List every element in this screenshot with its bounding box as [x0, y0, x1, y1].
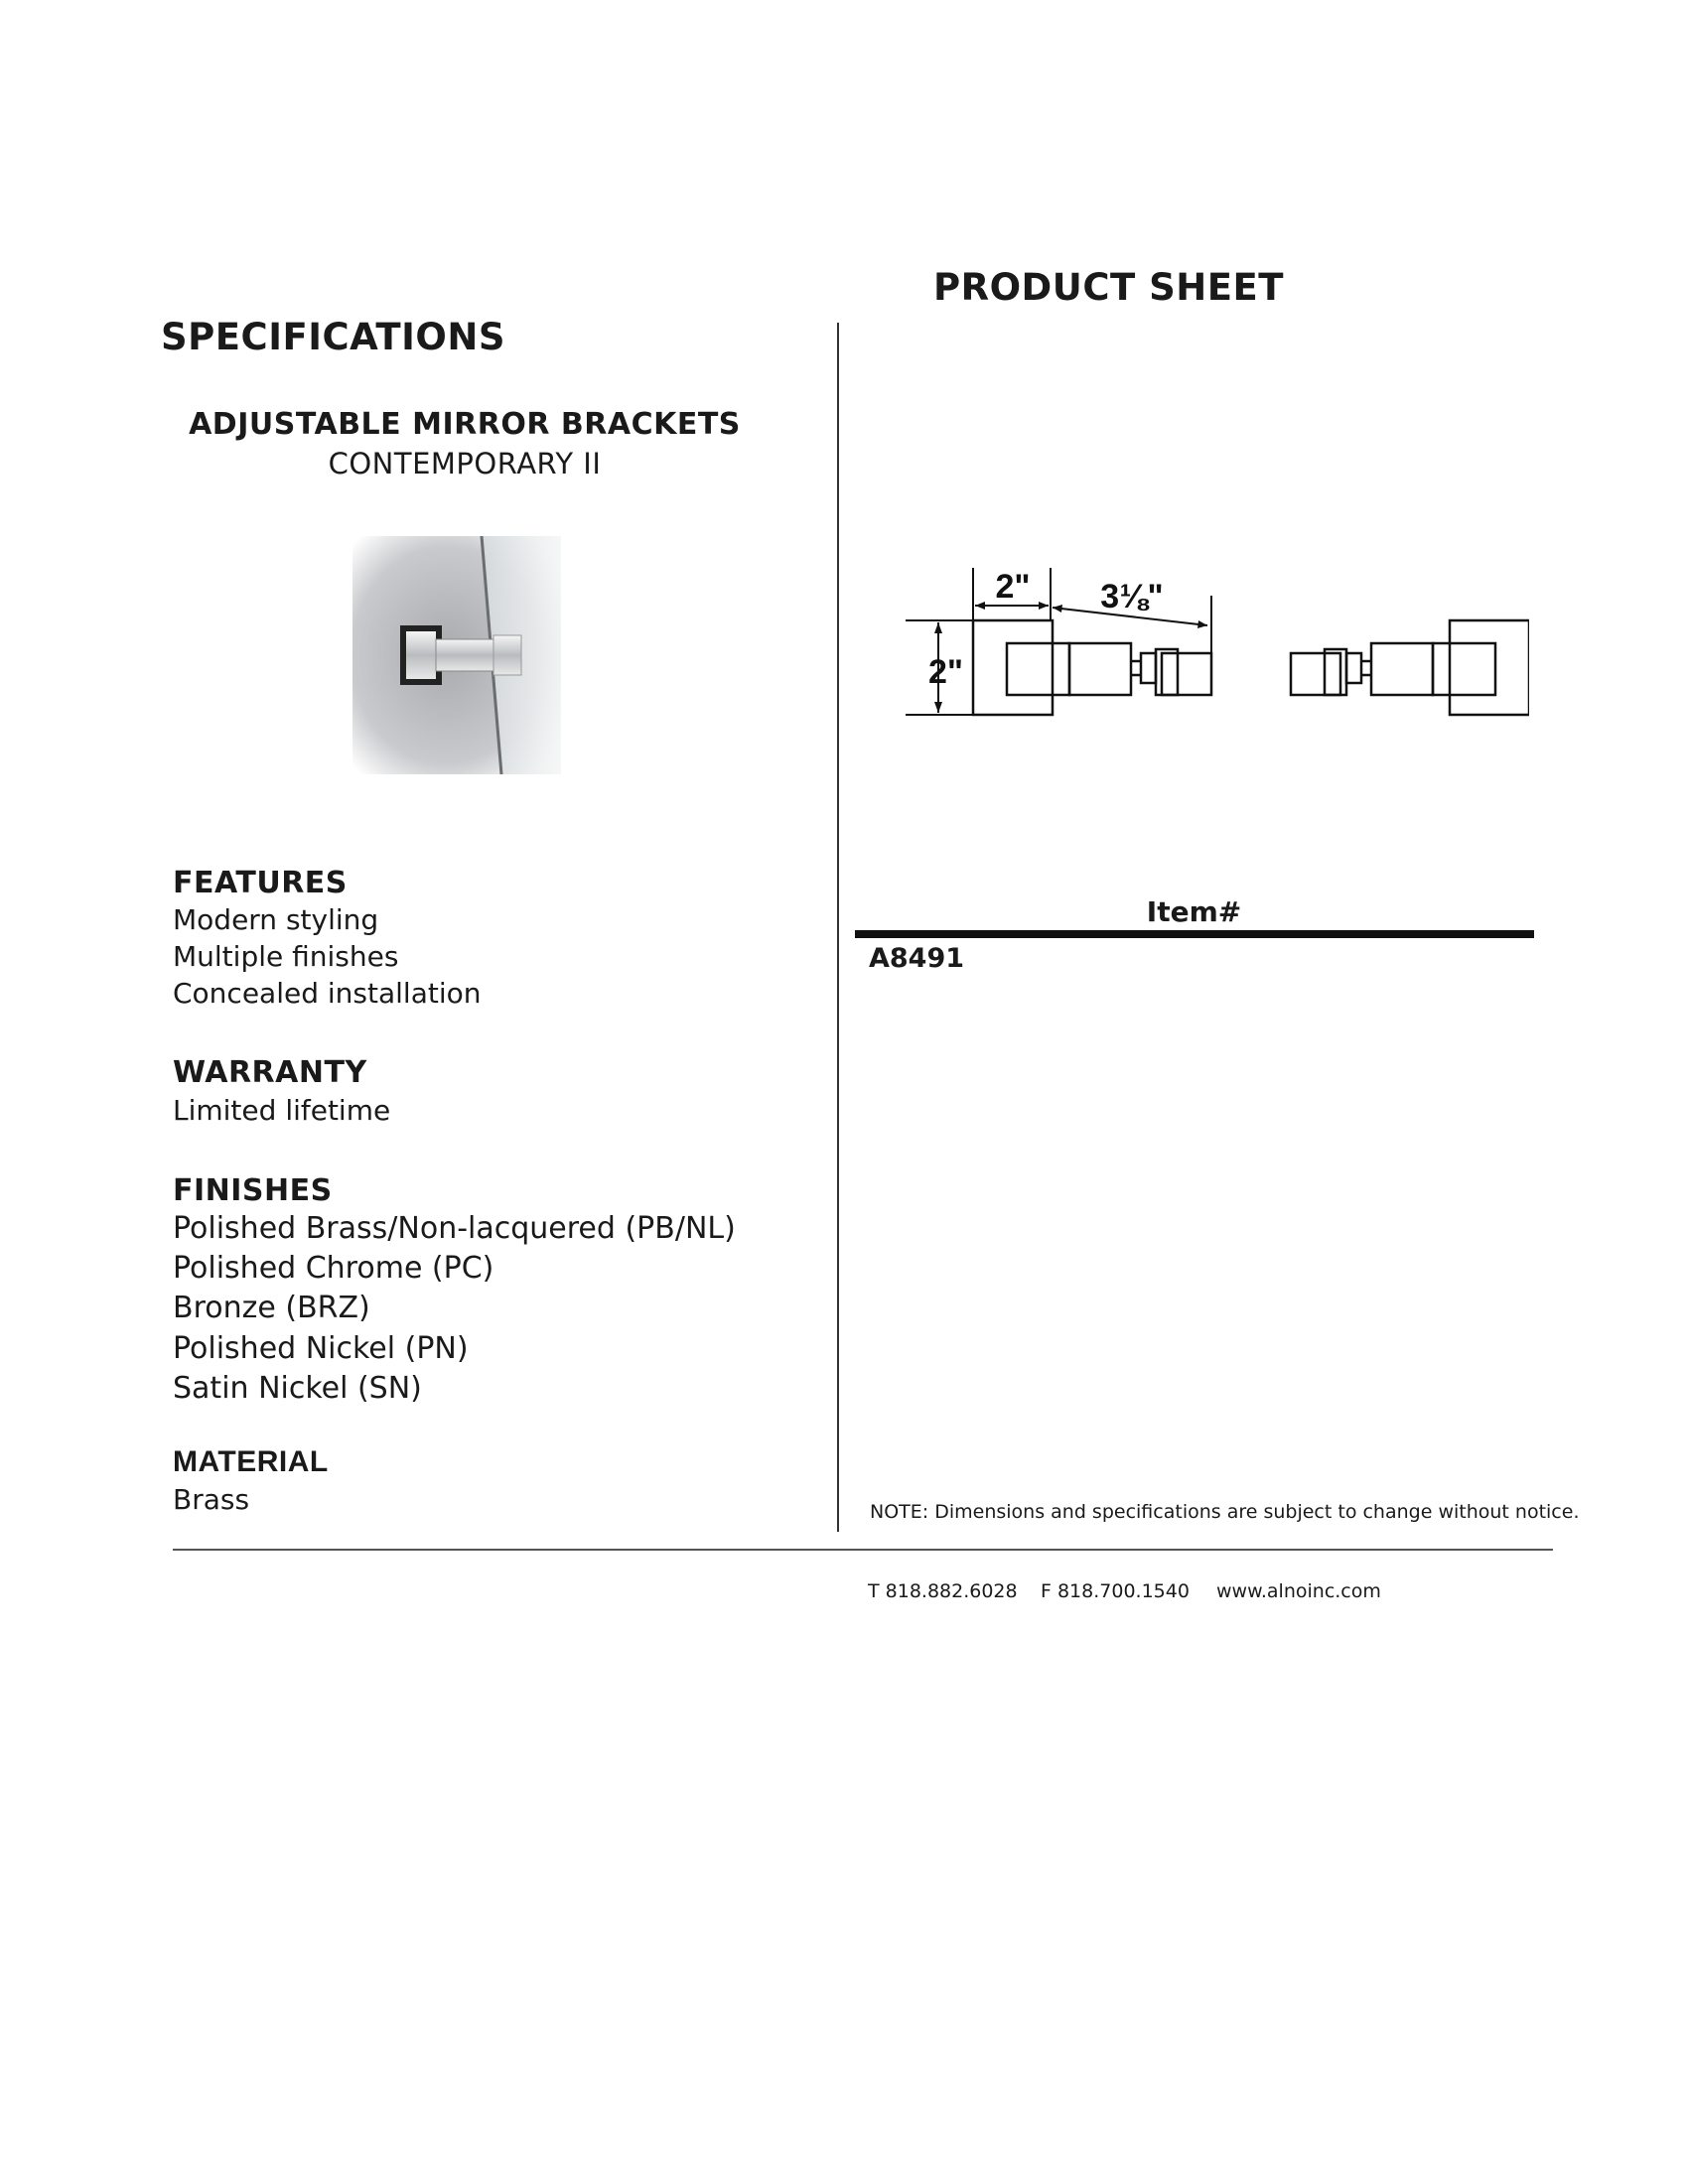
contact-website[interactable]: www.alnoinc.com [1216, 1580, 1381, 1602]
material-heading: MATERIAL [173, 1445, 329, 1478]
product-sheet-title: PRODUCT SHEET [933, 266, 1284, 309]
warranty-item: Limited lifetime [173, 1094, 391, 1127]
dimension-drawing [894, 556, 1529, 735]
finishes-heading: FINISHES [173, 1173, 333, 1208]
finish-item: Satin Nickel (SN) [173, 1371, 422, 1406]
dimension-height: 2" [927, 653, 963, 691]
finish-item: Polished Chrome (PC) [173, 1251, 494, 1286]
item-heading: Item# [1146, 895, 1242, 928]
item-rule [855, 930, 1534, 938]
product-photo [352, 536, 561, 774]
footer-divider [173, 1549, 1553, 1551]
contact-phone: T 818.882.6028 [868, 1580, 1018, 1602]
dimension-length: 3⅛" [1100, 578, 1164, 615]
finish-item: Polished Nickel (PN) [173, 1331, 469, 1366]
material-item: Brass [173, 1483, 250, 1516]
feature-item: Concealed installation [173, 977, 482, 1010]
feature-item: Multiple finishes [173, 940, 399, 973]
warranty-heading: WARRANTY [173, 1055, 367, 1090]
product-name: ADJUSTABLE MIRROR BRACKETS [189, 407, 741, 442]
specifications-title: SPECIFICATIONS [161, 316, 505, 358]
product-subtitle: CONTEMPORARY II [328, 447, 602, 480]
contact-fax: F 818.700.1540 [1041, 1580, 1190, 1602]
disclaimer-note: NOTE: Dimensions and specifications are subject to change without notice. [870, 1501, 1580, 1523]
dimension-width: 2" [995, 568, 1031, 606]
feature-item: Modern styling [173, 903, 379, 936]
column-divider [837, 323, 839, 1532]
item-number: A8491 [869, 943, 965, 974]
finish-item: Bronze (BRZ) [173, 1291, 370, 1325]
features-heading: FEATURES [173, 866, 348, 900]
finish-item: Polished Brass/Non-lacquered (PB/NL) [173, 1211, 736, 1246]
